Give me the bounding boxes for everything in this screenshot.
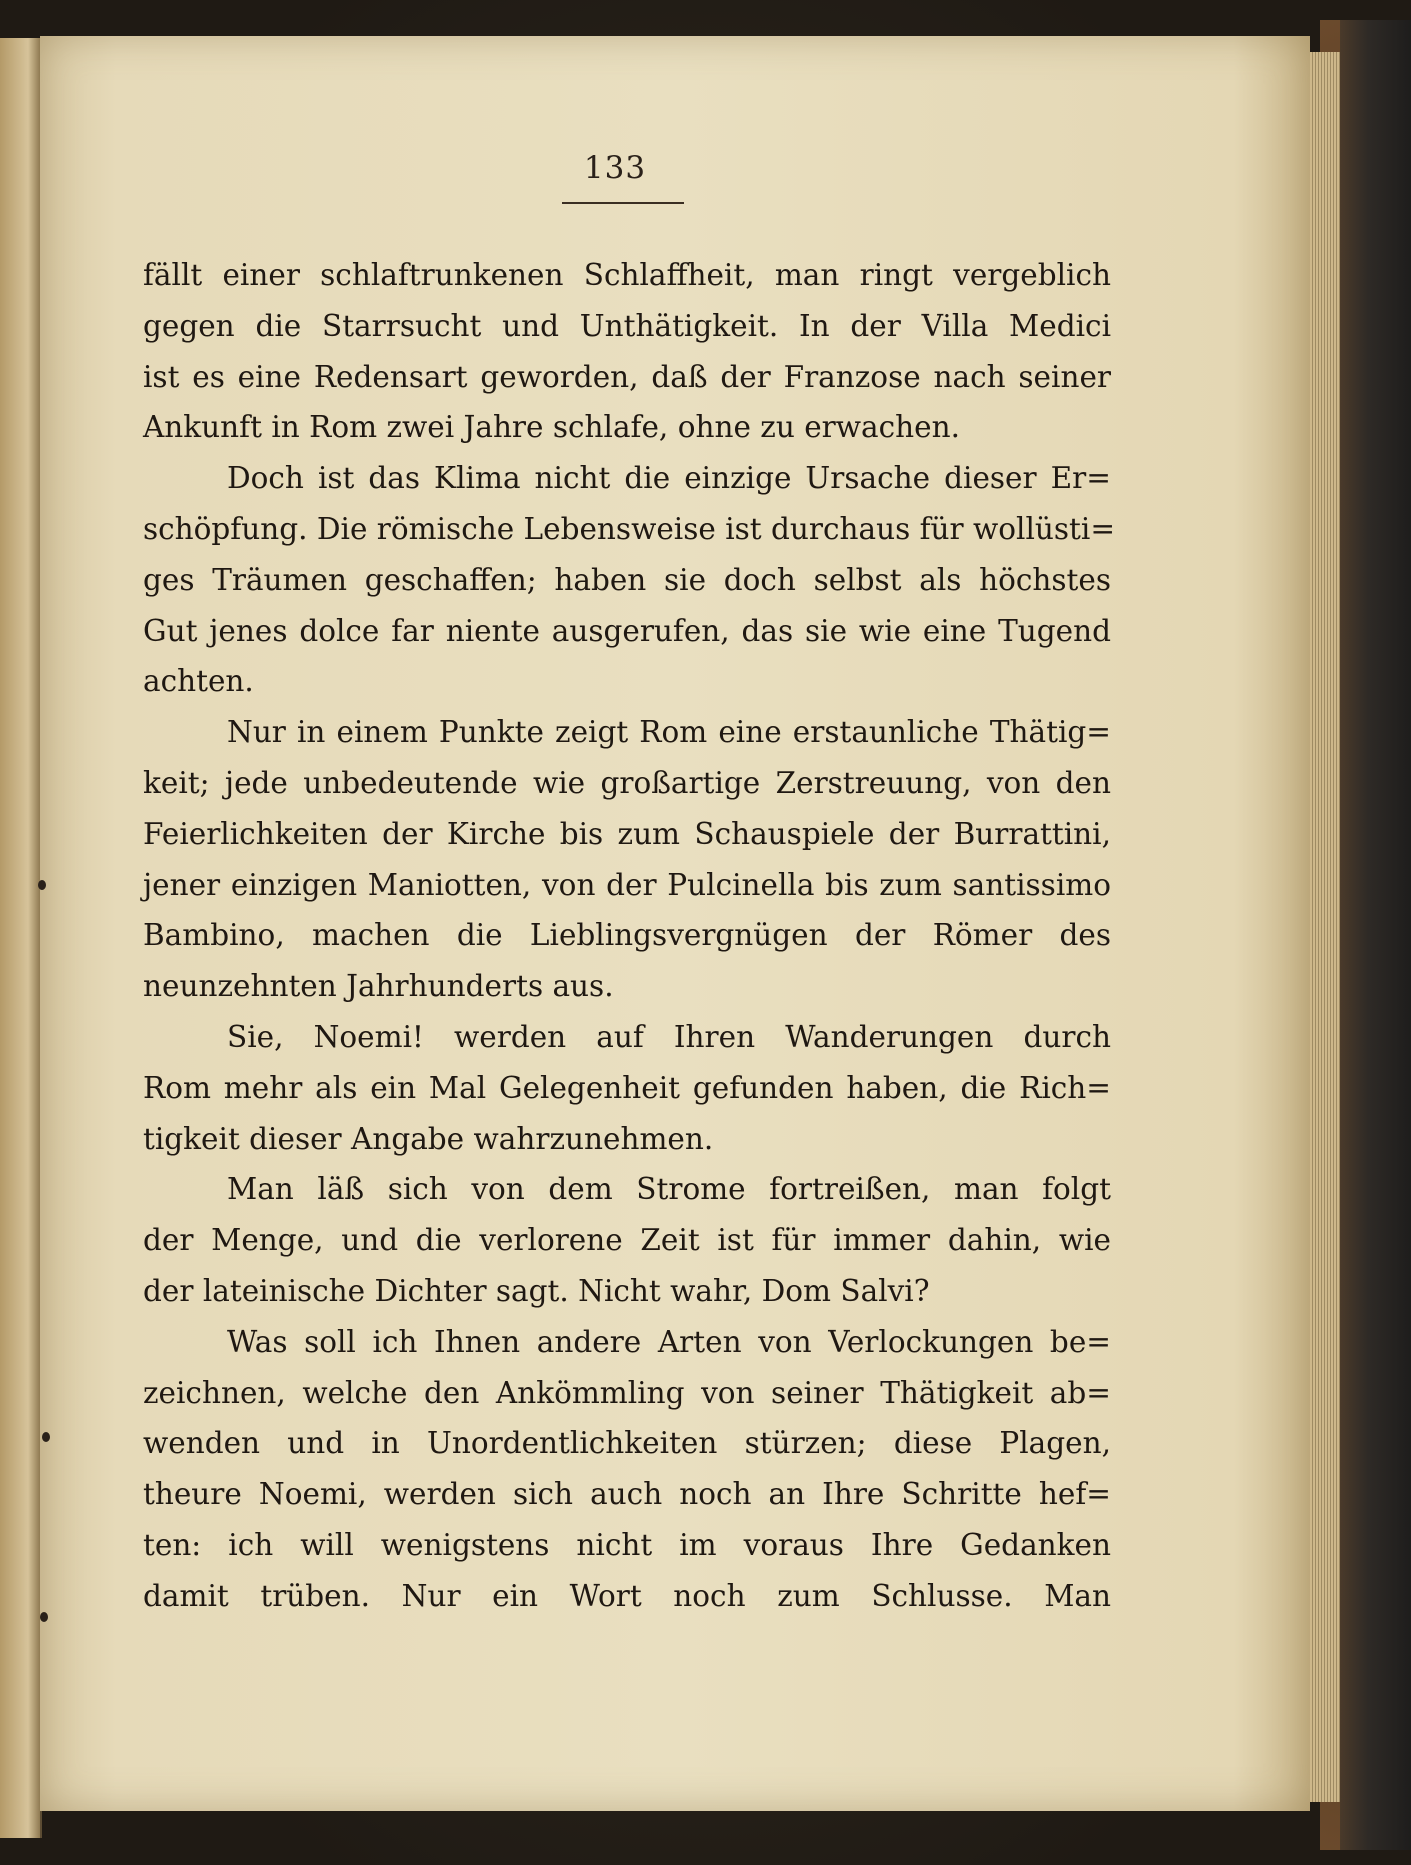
text-line: ges Träumen geschaffen; haben sie doch selbst als höchstes	[143, 562, 1111, 597]
text-line: wenden und in Unordentlichkeiten stürzen; diese Plagen,	[143, 1426, 1111, 1461]
text-line: Gut jenes dolce far niente ausgerufen, das sie wie eine Tugend	[143, 613, 1111, 648]
text-line: Ankunft in Rom zwei Jahre schlafe, ohne zu erwachen.	[143, 410, 960, 445]
text-line: gegen die Starrsucht und Unthätigkeit. In der Villa Medici	[143, 308, 1111, 343]
text-line: Nur in einem Punkte zeigt Rom eine erstaunliche Thätig=	[227, 715, 1111, 750]
facing-page-edge	[0, 38, 42, 1838]
book-cover	[1340, 20, 1411, 1850]
text-line: damit trüben. Nur ein Wort noch zum Schlusse. Man	[143, 1578, 1111, 1613]
text-line: tigkeit dieser Angabe wahrzunehmen.	[143, 1121, 714, 1156]
text-line: Feierlichkeiten der Kirche bis zum Schauspiele der Burrattini,	[143, 816, 1111, 851]
margin-mark	[40, 1612, 48, 1622]
text-line: Man läß sich von dem Strome fortreißen, man folgt	[227, 1172, 1111, 1207]
text-line: zeichnen, welche den Ankömmling von seiner Thätigkeit ab=	[143, 1375, 1111, 1410]
text-line: achten.	[143, 664, 254, 699]
margin-mark	[42, 1432, 50, 1442]
page-number: 133	[583, 150, 647, 186]
text-line: der Menge, und die verlorene Zeit ist für immer dahin, wie	[143, 1223, 1111, 1258]
text-line: jener einzigen Maniotten, von der Pulcinella bis zum santissimo	[143, 867, 1111, 902]
text-line: Was soll ich Ihnen andere Arten von Verlockungen be=	[227, 1324, 1111, 1359]
text-line: Sie, Noemi! werden auf Ihren Wanderungen durch	[227, 1019, 1111, 1054]
text-line: der lateinische Dichter sagt. Nicht wahr, Dom Salvi?	[143, 1273, 930, 1308]
text-line: keit; jede unbedeutende wie großartige Zerstreuung, von den	[143, 765, 1111, 800]
text-line: Doch ist das Klima nicht die einzige Ursache dieser Er=	[227, 461, 1111, 496]
page-fore-edge	[1310, 52, 1340, 1802]
text-line: ten: ich will wenigstens nicht im voraus Ihre Gedanken	[143, 1527, 1111, 1562]
text-line: Rom mehr als ein Mal Gelegenheit gefunden haben, die Rich=	[143, 1070, 1111, 1105]
body-text	[143, 250, 1116, 1622]
text-line: schöpfung. Die römische Lebensweise ist durchaus für wollüsti=	[143, 511, 1116, 546]
text-line: Bambino, machen die Lieblingsvergnügen der Römer des	[143, 918, 1111, 953]
page-number-rule	[562, 202, 684, 204]
text-line: fällt einer schlaftrunkenen Schlaffheit, man ringt vergeblich	[143, 258, 1111, 292]
text-line: neunzehnten Jahrhunderts aus.	[143, 969, 614, 1004]
text-line: ist es eine Redensart geworden, daß der Franzose nach seiner	[143, 359, 1111, 394]
text-line: theure Noemi, werden sich auch noch an Ihre Schritte hef=	[143, 1477, 1111, 1512]
margin-mark	[38, 880, 46, 890]
